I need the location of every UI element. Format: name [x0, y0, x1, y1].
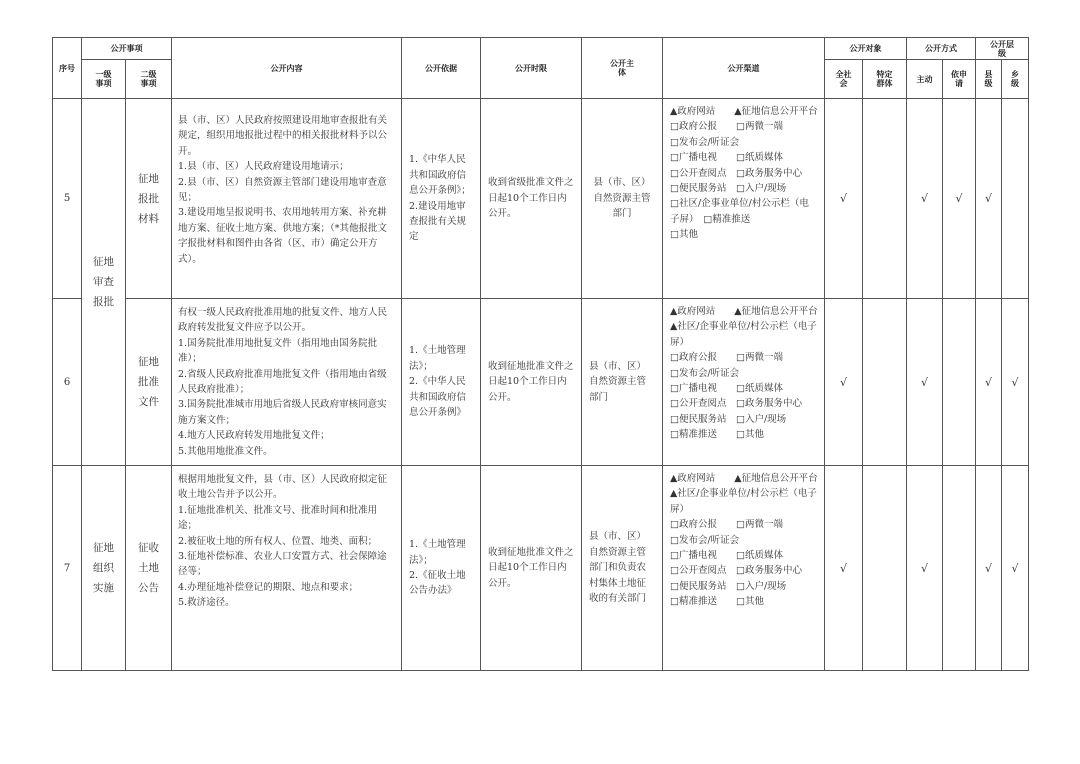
row-mark-specific [863, 299, 907, 466]
row-mark-apply [943, 466, 976, 671]
header-level-group: 公开层级 [976, 38, 1029, 60]
row-subject: 县（市、区）自然资源主管部门 [582, 299, 663, 466]
row-basis: 1.《中华人民共和国政府信息公开条例》； 2.建设用地审查报批有关规定 [402, 99, 481, 299]
row-mark-active: √ [907, 99, 943, 299]
row-level2: 征收土地公告 [126, 466, 172, 671]
row-mark-apply [943, 299, 976, 466]
row-subject: 县（市、区）自然资源主管部门和负责农村集体土地征收的有关部门 [582, 466, 663, 671]
row-basis: 1.《土地管理法》； 2.《中华人民共和国政府信息公开条例》 [402, 299, 481, 466]
row-time-limit: 收到省级批准文件之日起10个工作日内公开。 [481, 99, 582, 299]
row-basis: 1.《土地管理法》； 2.《征收土地公告办法》 [402, 466, 481, 671]
table-row [53, 299, 1029, 466]
row-mark-specific [863, 466, 907, 671]
row-mark-all: √ [825, 466, 863, 671]
row-mark-all: √ [825, 299, 863, 466]
row-mark-township [1002, 99, 1029, 299]
header-mode-active: 主动 [907, 60, 943, 99]
row-subject: 县（市、区）自然资源主管部门 [582, 99, 663, 299]
row-mark-apply: √ [943, 99, 976, 299]
row-mark-county: √ [976, 299, 1002, 466]
row-channel: ▲政府网站 ▲征地信息公开平台 ▲社区/企事业单位/村公示栏（电子屏） □政府公报 □两微一端 □发布会/听证会 □广播电视 □纸质媒体 □公开查阅点 □政务服务中心 □便民服务站 □入户/现场 □精准推送 □其他 [663, 299, 825, 466]
header-level2: 二级事项 [126, 60, 172, 99]
header-level-county: 县级 [976, 60, 1002, 99]
row-seq: 5 [53, 99, 82, 299]
row-channel: ▲政府网站 ▲征地信息公开平台 □政府公报 □两微一端 □发布会/听证会 □广播电视 □纸质媒体 □公开查阅点 □政务服务中心 □便民服务站 □入户/现场 □社区/企事业单位/村公示栏（电子屏） □精准推送 □其他 [663, 99, 825, 299]
header-content: 公开内容 [172, 38, 402, 99]
row-mark-township: √ [1002, 299, 1029, 466]
row-mark-township: √ [1002, 466, 1029, 671]
header-time-limit: 公开时限 [481, 38, 582, 99]
row-time-limit: 收到征地批准文件之日起10个工作日内公开。 [481, 466, 582, 671]
row-seq: 6 [53, 299, 82, 466]
row-mark-county: √ [976, 99, 1002, 299]
row-content: 根据用地批复文件，县（市、区）人民政府拟定征收土地公告并予以公开。 1.征地批准机关、批准文号、批准时间和批准用途； 2.被征收土地的所有权人、位置、地类、面积； 3.征地补偿标准、农业人口安置方式、社会保障途径等； 4.办理征地补偿登记的期限、地点和要求； 5.救济途径。 [172, 466, 402, 671]
row-mark-active: √ [907, 299, 943, 466]
header-mode-group: 公开方式 [907, 38, 976, 60]
header-target-specific: 特定群体 [863, 60, 907, 99]
row-time-limit: 收到征地批准文件之日起10个工作日内公开。 [481, 299, 582, 466]
header-mode-apply: 依申请 [943, 60, 976, 99]
row-level2: 征地报批材料 [126, 99, 172, 299]
row-mark-active: √ [907, 466, 943, 671]
row-mark-specific [863, 99, 907, 299]
row-content: 有权一级人民政府批准用地的批复文件、地方人民政府转发批复文件应予以公开。 1.国务院批准用地批复文件（指用地由国务院批准）； 2.省级人民政府批准用地批复文件（指用地由省级人民政府批准）； 3.国务院批准城市用地后省级人民政府审核同意实施方案文件； 4.地方人民政府转发用地批复文件； 5.其他用地批准文件。 [172, 299, 402, 466]
header-channel: 公开渠道 [663, 38, 825, 99]
row-channel: ▲政府网站 ▲征地信息公开平台 ▲社区/企事业单位/村公示栏（电子屏） □政府公报 □两微一端 □发布会/听证会 □广播电视 □纸质媒体 □公开查阅点 □政务服务中心 □便民服务站 □入户/现场 □精准推送 □其他 [663, 466, 825, 671]
row-mark-all: √ [825, 99, 863, 299]
header-basis: 公开依据 [402, 38, 481, 99]
header-seq: 序号 [53, 38, 82, 99]
row-level1: 征地审查报批 [82, 99, 126, 466]
header-item-group: 公开事项 [82, 38, 172, 60]
row-level1: 征地组织实施 [82, 466, 126, 671]
table-row [53, 99, 1029, 299]
header-subject: 公开主体 [582, 38, 663, 99]
row-level2: 征地批准文件 [126, 299, 172, 466]
header-level-township: 乡级 [1002, 60, 1029, 99]
row-mark-county: √ [976, 466, 1002, 671]
header-level1: 一级事项 [82, 60, 126, 99]
row-content: 县（市、区）人民政府按照建设用地审查报批有关规定，组织用地报批过程中的相关报批材料予以公开。 1.县（市、区）人民政府建设用地请示； 2.县（市、区）自然资源主管部门建设用地审查意见； 3.建设用地呈报说明书、农用地转用方案、补充耕地方案、征收土地方案、供地方案；（*其他报批文字报批材料和图件由各省（区、市）确定公开方式）。 [172, 99, 402, 299]
header-target-all: 全社会 [825, 60, 863, 99]
table-row [53, 466, 1029, 671]
header-target-group: 公开对象 [825, 38, 907, 60]
row-seq: 7 [53, 466, 82, 671]
disclosure-table [52, 37, 1029, 671]
